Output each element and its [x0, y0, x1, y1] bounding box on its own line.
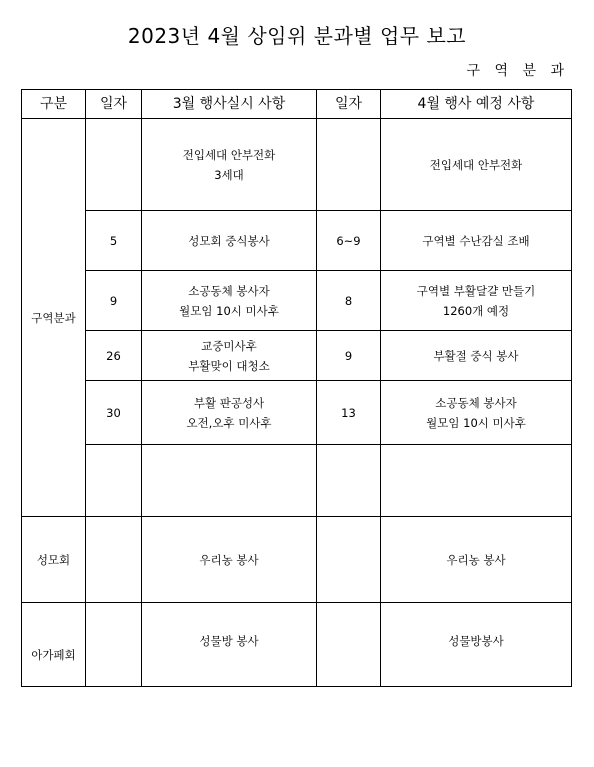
march-date-cell: 9 — [86, 271, 142, 331]
april-date-cell: 8 — [317, 271, 381, 331]
event-line: 교중미사후 — [201, 338, 257, 353]
march-event-cell — [142, 603, 317, 687]
group-cell: 성모회 — [22, 517, 86, 603]
table-row — [22, 381, 572, 445]
march-event-cell — [142, 271, 317, 331]
april-date-cell — [317, 603, 381, 687]
event-line: 3세대 — [214, 167, 244, 182]
april-event-cell — [381, 517, 572, 603]
april-date-cell — [317, 445, 381, 517]
april-date-cell — [317, 517, 381, 603]
april-event-cell — [381, 445, 572, 517]
department-label: 구 역 분 과 — [466, 63, 569, 79]
march-event-cell — [142, 331, 317, 381]
april-event-cell — [381, 331, 572, 381]
table-row — [22, 445, 572, 517]
event-line: 우리농 봉사 — [446, 552, 506, 567]
table-row — [22, 517, 572, 603]
april-event-cell — [381, 271, 572, 331]
event-line: 전입세대 안부전화 — [182, 147, 276, 162]
march-event-cell — [142, 119, 317, 211]
march-event-cell — [142, 445, 317, 517]
group-cell: 구역분과 — [22, 119, 86, 517]
header-april-events: 4월 행사 예정 사항 — [381, 90, 572, 119]
event-line: 성물방 봉사 — [199, 633, 259, 648]
header-march-events: 3월 행사실시 사항 — [142, 90, 317, 119]
april-date-cell: 6~9 — [317, 211, 381, 271]
table-row — [22, 211, 572, 271]
event-line: 성물방봉사 — [448, 633, 504, 648]
table-row — [22, 331, 572, 381]
page-title: 2023년 4월 상임위 분과별 업무 보고 — [127, 24, 467, 48]
table-row — [22, 119, 572, 211]
group-cell: 아가페회 — [22, 603, 86, 687]
event-line: 구역별 수난감실 조배 — [422, 233, 530, 248]
event-line: 성모회 중식봉사 — [188, 233, 270, 248]
march-event-cell — [142, 517, 317, 603]
event-line: 전입세대 안부전화 — [429, 157, 523, 172]
event-line: 월모임 10시 미사후 — [426, 415, 526, 430]
event-line: 1260개 예정 — [442, 303, 510, 318]
event-line: 구역별 부활달걀 만들기 — [416, 283, 536, 298]
april-event-cell — [381, 381, 572, 445]
header-row — [22, 90, 572, 119]
march-event-cell — [142, 381, 317, 445]
april-event-cell — [381, 603, 572, 687]
table-row — [22, 603, 572, 687]
april-date-cell — [317, 119, 381, 211]
report-table — [21, 89, 572, 687]
april-date-cell: 9 — [317, 331, 381, 381]
march-date-cell — [86, 603, 142, 687]
header-date-march: 일자 — [86, 90, 142, 119]
event-line: 부활 판공성사 — [193, 395, 265, 410]
event-line: 부활맞이 대청소 — [188, 358, 270, 373]
april-event-cell — [381, 211, 572, 271]
march-date-cell — [86, 445, 142, 517]
march-event-cell — [142, 211, 317, 271]
event-line: 소공동체 봉사자 — [188, 283, 270, 298]
event-line: 우리농 봉사 — [199, 552, 259, 567]
header-category: 구분 — [22, 90, 86, 119]
header-date-april: 일자 — [317, 90, 381, 119]
march-date-cell: 5 — [86, 211, 142, 271]
event-line: 부활절 중식 봉사 — [433, 348, 519, 363]
march-date-cell — [86, 119, 142, 211]
event-line: 월모임 10시 미사후 — [179, 303, 279, 318]
april-event-cell — [381, 119, 572, 211]
event-line: 소공동체 봉사자 — [435, 395, 517, 410]
april-date-cell: 13 — [317, 381, 381, 445]
march-date-cell: 26 — [86, 331, 142, 381]
march-date-cell — [86, 517, 142, 603]
table-row — [22, 271, 572, 331]
event-line: 오전,오후 미사후 — [186, 415, 272, 430]
march-date-cell: 30 — [86, 381, 142, 445]
